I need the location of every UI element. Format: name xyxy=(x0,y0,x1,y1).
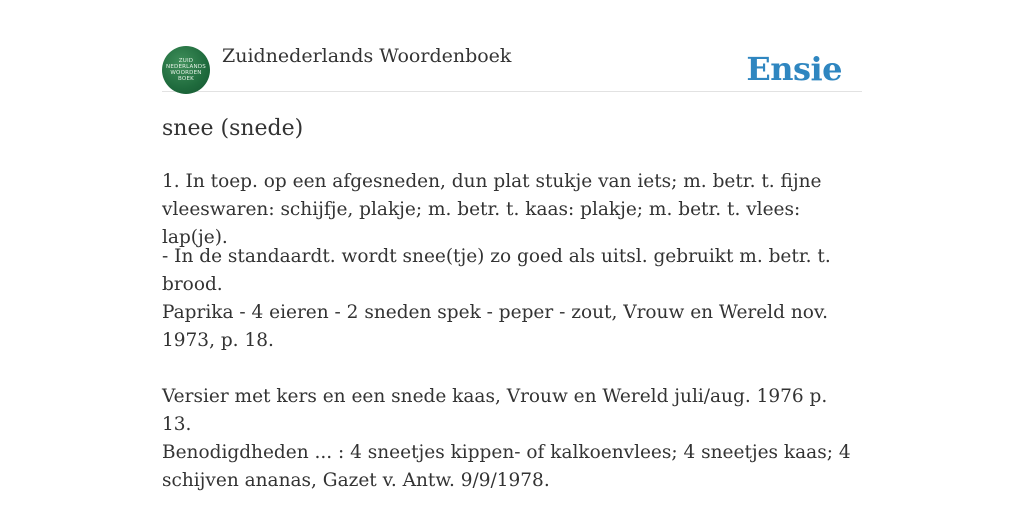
entry-headword: snee (snede) xyxy=(162,116,304,141)
logo-line: WOORDEN xyxy=(170,70,202,76)
usage-note: - In de standaardt. wordt snee(tje) zo goed als uitsl. gebruikt m. betr. t. brood. xyxy=(162,246,831,295)
logo-line: ZUID xyxy=(178,58,194,64)
header xyxy=(162,0,862,92)
citation-paragraph: Versier met kers en een snede kaas, Vrouw en Wereld juli/aug. 1976 p. 13. xyxy=(162,386,828,435)
logo-line: NEDERLANDS xyxy=(166,64,206,70)
citation-paragraph: Benodigdheden ... : 4 sneetjes kippen- of kalkoenvlees; 4 sneetjes kaas; 4 schijven ananas, Gazet v. Antw. 9/9/1978. xyxy=(162,442,851,491)
definition-paragraph: 1. In toep. op een afgesneden, dun plat stukje van iets; m. betr. t. fijne vleeswaren: schijfje, plakje; m. betr. t. kaas: plakje; m. betr. t. vlees: lap(je). xyxy=(162,171,822,248)
source-title-link[interactable]: Zuidnederlands Woordenboek xyxy=(222,45,512,67)
citation-paragraph: Paprika - 4 eieren - 2 sneden spek - peper - zout, Vrouw en Wereld nov. 1973, p. 18. xyxy=(162,302,829,351)
logo-line: BOEK xyxy=(178,76,194,82)
ensie-brand-logo[interactable]: Ensie xyxy=(746,50,842,88)
dictionary-logo[interactable] xyxy=(162,46,210,94)
page xyxy=(162,0,862,491)
